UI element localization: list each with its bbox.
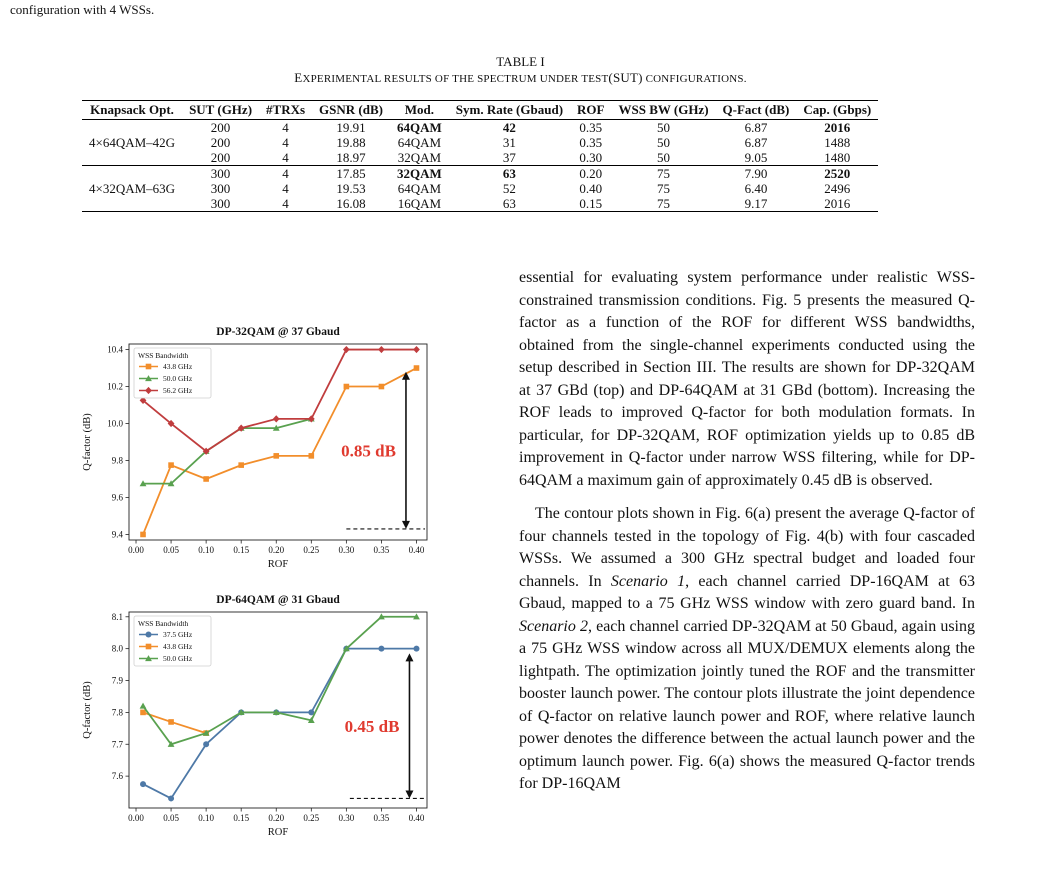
- table-cell: 75: [657, 181, 671, 196]
- chart-dp64qam: [70, 590, 450, 852]
- legend: [134, 348, 211, 398]
- y-axis-label: Q-factor (dB): [82, 413, 93, 471]
- chart-dp32qam: [70, 322, 450, 584]
- x-tick-label: 0.40: [408, 545, 425, 555]
- x-axis-label: ROF: [267, 827, 289, 838]
- y-axis-label: Q-factor (dB): [82, 681, 93, 739]
- x-tick-label: 0.40: [408, 813, 425, 823]
- group-label: 4×64QAM–42G: [89, 135, 176, 150]
- x-tick-label: 0.30: [338, 545, 355, 555]
- table-cell: 4: [282, 181, 289, 196]
- y-tick-label: 8.1: [111, 611, 123, 622]
- table-cell: 19.91: [336, 120, 366, 135]
- table-cell: 200: [210, 120, 231, 135]
- data-point: [168, 462, 174, 468]
- table-cell: 9.05: [744, 150, 768, 165]
- body-text-column: [519, 267, 975, 796]
- chart-title: DP-32QAM @ 37 Gbaud: [216, 326, 340, 338]
- table-row: [82, 150, 878, 166]
- table-cell: 2016: [824, 196, 851, 211]
- legend-entry: 56.2 GHz: [163, 386, 193, 395]
- table-cell: 0.35: [579, 120, 603, 135]
- data-point: [203, 476, 209, 482]
- table-cell: 17.85: [336, 166, 366, 181]
- x-tick-label: 0.15: [233, 545, 250, 555]
- table-cell: 37: [502, 150, 516, 165]
- data-point: [378, 346, 385, 353]
- legend: [134, 616, 211, 666]
- table-cell: 4: [282, 135, 289, 150]
- header-cell: #TRXs: [266, 102, 306, 117]
- data-point: [168, 719, 174, 725]
- table-cell: 1488: [824, 135, 851, 150]
- table-cell: 19.88: [336, 135, 366, 150]
- x-tick-label: 0.35: [373, 545, 390, 555]
- table-cell: 2496: [824, 181, 851, 196]
- y-tick-label: 7.8: [111, 707, 123, 718]
- table-cell: 2016: [824, 120, 851, 135]
- legend-swatch-marker: [146, 632, 152, 638]
- paragraph: essential for evaluating system performance under realistic WSS-constrained transmission conditions. Fig. 5 presents the measured Q-factor as a function of the ROF for different WSS bandwidths, obtained from the single-channel experiments conducted using the setup described in Section III. The results are shown for DP-32QAM at 37 GBd (top) and DP-64QAM at 31 GBd (bottom). Increasing the ROF leads to improved Q-factor for both modulation formats. In particular, for DP-32QAM, ROF optimization yields up to 0.85 dB improvement in Q-factor under narrow WSS filtering, while for DP-64QAM a maximum gain of approximately 0.45 dB is observed.: [519, 269, 975, 489]
- data-point: [273, 453, 279, 459]
- table-cell: 200: [210, 150, 231, 165]
- y-tick-label: 9.4: [111, 529, 123, 540]
- x-axis-label: ROF: [267, 559, 289, 570]
- table-header-row: [82, 101, 878, 120]
- table-cell: 19.53: [336, 181, 366, 196]
- table-cell: 63: [502, 196, 516, 211]
- caption-fragment: configuration with 4 WSSs.: [10, 2, 155, 17]
- table-cell: 300: [210, 196, 231, 211]
- data-point: [379, 384, 385, 390]
- table-cell: 1480: [824, 150, 851, 165]
- table-row: [82, 135, 878, 150]
- table-caption: [0, 71, 1041, 86]
- y-tick-label: 7.7: [111, 739, 123, 750]
- table-cell: 32QAM: [397, 150, 442, 165]
- x-tick-label: 0.15: [233, 813, 250, 823]
- data-point: [140, 532, 146, 538]
- y-tick-label: 9.6: [111, 492, 123, 503]
- data-point: [413, 346, 420, 353]
- gain-annotation: 0.45 dB: [344, 716, 400, 736]
- data-point: [413, 646, 419, 652]
- x-tick-label: 0.00: [128, 813, 144, 823]
- paragraph: [519, 503, 975, 796]
- y-tick-label: 8.0: [111, 643, 123, 654]
- header-cell: Knapsack Opt.: [90, 102, 174, 117]
- data-point: [140, 781, 146, 787]
- table-cell: 64QAM: [397, 181, 442, 196]
- caption-tail: CONFIGURATIONS.: [642, 73, 747, 85]
- header-cell: Mod.: [404, 102, 434, 117]
- data-point: [344, 384, 350, 390]
- gain-arrow-head-up: [405, 653, 413, 661]
- paragraph-text: The contour plots shown in Fig. 6(a) present the average Q-factor of four channels tested in the topology of Fig. 4(b) with four cascaded WSSs. We assumed a 300 GHz spectral budget and loaded four channels. In: [519, 505, 975, 590]
- table-cell: 16.08: [336, 196, 366, 211]
- table-row: [82, 181, 878, 196]
- y-tick-label: 7.9: [111, 675, 123, 686]
- table-cell: 0.30: [579, 150, 603, 165]
- x-tick-label: 0.20: [268, 545, 285, 555]
- table-cell: 32QAM: [396, 166, 442, 181]
- table-cell: 75: [657, 196, 671, 211]
- table-cell: 9.17: [744, 196, 768, 211]
- data-point: [140, 703, 147, 709]
- group-label: 4×32QAM–63G: [89, 181, 176, 196]
- table-cell: 2520: [824, 166, 851, 181]
- scenario-2-label: Scenario 2: [519, 617, 588, 635]
- legend-title: WSS Bandwidth: [138, 619, 189, 628]
- table-row: [82, 196, 878, 212]
- legend-swatch-marker: [146, 644, 152, 650]
- table-cell: 4: [282, 166, 289, 181]
- legend-entry: 50.0 GHz: [163, 654, 193, 663]
- table-cell: 16QAM: [397, 196, 442, 211]
- table-cell: 0.20: [579, 166, 603, 181]
- table-cell: 42: [502, 120, 516, 135]
- data-point: [203, 741, 209, 747]
- legend-title: WSS Bandwidth: [138, 351, 189, 360]
- gain-arrow-head-down: [402, 521, 410, 529]
- table-row: [82, 166, 878, 182]
- data-point: [273, 415, 280, 422]
- table-cell: 50: [657, 150, 671, 165]
- data-point: [238, 462, 244, 468]
- table-cell: 6.40: [744, 181, 768, 196]
- table-cell: 4: [282, 120, 289, 135]
- x-tick-label: 0.10: [198, 545, 215, 555]
- table-row: [82, 120, 878, 136]
- x-tick-label: 0.25: [303, 545, 320, 555]
- x-tick-label: 0.05: [163, 545, 179, 555]
- table-title: TABLE I: [496, 54, 545, 69]
- table-cell: 300: [210, 166, 231, 181]
- table-cell: 50: [657, 120, 671, 135]
- header-cell: Q-Fact (dB): [722, 102, 790, 117]
- table-cell: 75: [657, 166, 671, 181]
- x-tick-label: 0.30: [338, 813, 355, 823]
- data-point: [168, 795, 174, 801]
- header-cell: WSS BW (GHz): [618, 102, 709, 117]
- table-cell: 7.90: [744, 166, 768, 181]
- table-cell: 18.97: [336, 150, 366, 165]
- table-cell: 0.35: [579, 135, 603, 150]
- x-tick-label: 0.25: [303, 813, 320, 823]
- y-tick-label: 10.2: [107, 381, 123, 392]
- legend-swatch-marker: [146, 364, 152, 370]
- x-tick-label: 0.00: [128, 545, 144, 555]
- header-cell: Sym. Rate (Gbaud): [455, 102, 564, 117]
- header-cell: GSNR (dB): [319, 102, 383, 117]
- paragraph-text: , each channel carried DP-32QAM at 50 Gbaud, again using a 75 GHz WSS window across all MUX/DEMUX elements along the lightpath. The optimization jointly tuned the ROF and the transmitter booster launch power. The contour plots illustrate the joint dependence of Q-factor on relative launch power and ROF, where relative launch power denotes the difference between the actual launch power and the optimum launch power. Fig. 6(a) shows the measured Q-factor trends for DP-16QAM: [519, 617, 975, 792]
- table-cell: 6.87: [744, 120, 768, 135]
- x-tick-label: 0.10: [198, 813, 215, 823]
- y-tick-label: 7.6: [111, 771, 123, 782]
- data-point: [414, 365, 420, 371]
- table-cell: 4: [282, 150, 289, 165]
- table-cell: 52: [502, 181, 516, 196]
- table-cell: 31: [502, 135, 516, 150]
- results-table: [82, 100, 878, 212]
- data-point: [140, 710, 146, 716]
- table-cell: 63: [502, 166, 516, 181]
- table-cell: 200: [210, 135, 231, 150]
- table-cell: 0.15: [579, 196, 603, 211]
- table-cell: 300: [210, 181, 231, 196]
- scenario-1-label: Scenario 1: [610, 572, 686, 590]
- series-43-8-ghz: [140, 710, 209, 736]
- table-cell: 50: [657, 135, 671, 150]
- table-cell: 64QAM: [397, 135, 442, 150]
- x-tick-label: 0.35: [373, 813, 390, 823]
- y-tick-label: 9.8: [111, 455, 123, 466]
- chart-title: DP-64QAM @ 31 Gbaud: [216, 594, 340, 606]
- header-cell: SUT (GHz): [189, 102, 253, 117]
- y-tick-label: 10.4: [107, 344, 123, 355]
- legend-entry: 50.0 GHz: [163, 374, 193, 383]
- caption-text: XPERIMENTAL RESULTS OF THE SPECTRUM UNDER TEST: [302, 73, 609, 85]
- header-cell: ROF: [577, 102, 605, 117]
- data-point: [343, 346, 350, 353]
- x-tick-label: 0.05: [163, 813, 179, 823]
- legend-entry: 43.8 GHz: [163, 362, 193, 371]
- gain-arrow-head-down: [405, 790, 413, 798]
- paragraph-text: , each channel carried DP-16QAM at 63 Gbaud, mapped to a 75 GHz WSS window with zero guard band. In: [519, 572, 976, 612]
- table-cell: 64QAM: [396, 120, 442, 135]
- legend-entry: 43.8 GHz: [163, 642, 193, 651]
- data-point: [309, 453, 315, 459]
- gain-annotation: 0.85 dB: [341, 441, 396, 461]
- caption-sut: (SUT): [608, 70, 643, 85]
- caption-initial: E: [294, 70, 303, 85]
- data-point: [378, 646, 384, 652]
- table-cell: 0.40: [579, 181, 603, 196]
- header-cell: Cap. (Gbps): [803, 102, 872, 117]
- table-cell: 6.87: [744, 135, 768, 150]
- legend-entry: 37.5 GHz: [163, 630, 193, 639]
- y-tick-label: 10.0: [107, 418, 123, 429]
- series-line: [143, 712, 206, 733]
- x-tick-label: 0.20: [268, 813, 285, 823]
- table-cell: 4: [282, 196, 289, 211]
